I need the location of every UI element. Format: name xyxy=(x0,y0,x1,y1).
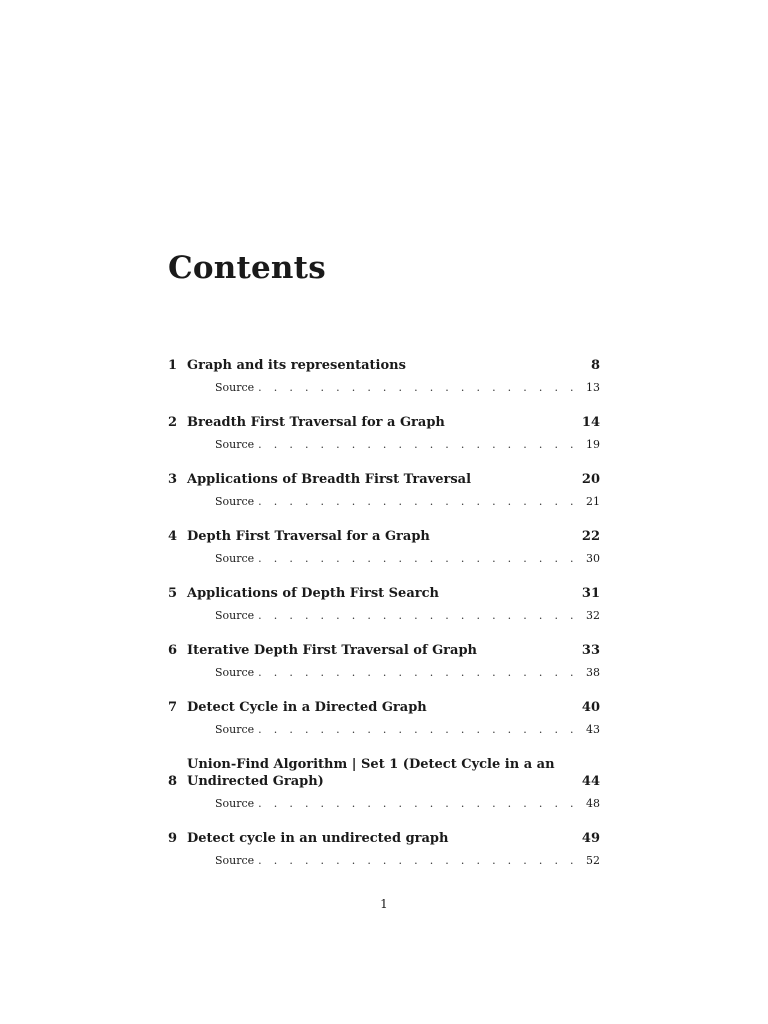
chapter-page-number: 22 xyxy=(581,529,600,544)
entry-label: Source xyxy=(215,381,255,394)
chapter-title: Graph and its representations xyxy=(187,358,406,373)
toc-entry[interactable] xyxy=(168,437,600,453)
chapter-number: 1 xyxy=(168,358,178,373)
chapter-heading[interactable] xyxy=(168,357,600,374)
chapter-page-number: 20 xyxy=(581,472,600,487)
chapter-title: Applications of Breadth First Traversal xyxy=(187,472,472,487)
dot-leader xyxy=(258,722,578,738)
chapter-number: 7 xyxy=(168,700,178,715)
entry-page-number: 52 xyxy=(586,854,600,867)
entry-label: Source xyxy=(215,552,255,565)
toc-chapter xyxy=(168,471,600,510)
entry-page-number: 21 xyxy=(586,495,600,508)
toc-chapter xyxy=(168,642,600,681)
dot-leader xyxy=(258,551,578,567)
chapter-page-number: 49 xyxy=(581,831,600,846)
toc-chapter xyxy=(168,585,600,624)
chapter-page-number: 44 xyxy=(581,774,600,789)
entry-page-number: 13 xyxy=(586,381,600,394)
dot-leader xyxy=(258,665,578,681)
chapter-page-number: 14 xyxy=(581,415,600,430)
chapter-number: 2 xyxy=(168,415,178,430)
chapter-heading[interactable] xyxy=(168,756,600,790)
entry-page-number: 19 xyxy=(586,438,600,451)
entry-page-number: 30 xyxy=(586,552,600,565)
entry-label: Source xyxy=(215,854,255,867)
chapter-heading[interactable] xyxy=(168,699,600,716)
chapter-page-number: 8 xyxy=(590,358,600,373)
chapter-number: 5 xyxy=(168,586,178,601)
chapter-title: Breadth First Traversal for a Graph xyxy=(187,415,445,430)
table-of-contents xyxy=(168,357,600,887)
chapter-number: 9 xyxy=(168,831,178,846)
chapter-title: Detect cycle in an undirected graph xyxy=(187,831,449,846)
toc-entry[interactable] xyxy=(168,796,600,812)
page-title: Contents xyxy=(168,250,326,286)
chapter-title: Applications of Depth First Search xyxy=(187,586,439,601)
toc-chapter xyxy=(168,699,600,738)
chapter-title: Detect Cycle in a Directed Graph xyxy=(187,700,427,715)
dot-leader xyxy=(258,796,578,812)
dot-leader xyxy=(258,494,578,510)
chapter-title: Iterative Depth First Traversal of Graph xyxy=(187,643,477,658)
toc-chapter xyxy=(168,830,600,869)
toc-entry[interactable] xyxy=(168,551,600,567)
entry-label: Source xyxy=(215,797,255,810)
toc-entry[interactable] xyxy=(168,665,600,681)
entry-page-number: 43 xyxy=(586,723,600,736)
toc-entry[interactable] xyxy=(168,722,600,738)
chapter-title: Union-Find Algorithm | Set 1 (Detect Cycle in a an Undirected Graph) xyxy=(187,757,555,789)
chapter-heading[interactable] xyxy=(168,414,600,431)
toc-entry[interactable] xyxy=(168,494,600,510)
chapter-page-number: 31 xyxy=(581,586,600,601)
chapter-number: 4 xyxy=(168,529,178,544)
entry-label: Source xyxy=(215,609,255,622)
entry-label: Source xyxy=(215,666,255,679)
dot-leader xyxy=(258,437,578,453)
toc-chapter xyxy=(168,528,600,567)
entry-label: Source xyxy=(215,438,255,451)
entry-label: Source xyxy=(215,723,255,736)
entry-label: Source xyxy=(215,495,255,508)
toc-entry[interactable] xyxy=(168,608,600,624)
toc-entry[interactable] xyxy=(168,380,600,396)
chapter-heading[interactable] xyxy=(168,642,600,659)
toc-chapter xyxy=(168,414,600,453)
chapter-heading[interactable] xyxy=(168,471,600,488)
chapter-heading[interactable] xyxy=(168,830,600,847)
chapter-heading[interactable] xyxy=(168,585,600,602)
entry-page-number: 38 xyxy=(586,666,600,679)
toc-chapter xyxy=(168,357,600,396)
page-number: 1 xyxy=(380,897,388,911)
dot-leader xyxy=(258,608,578,624)
chapter-number: 6 xyxy=(168,643,178,658)
chapter-title: Depth First Traversal for a Graph xyxy=(187,529,430,544)
chapter-page-number: 40 xyxy=(581,700,600,715)
entry-page-number: 48 xyxy=(586,797,600,810)
dot-leader xyxy=(258,853,578,869)
toc-entry[interactable] xyxy=(168,853,600,869)
toc-chapter xyxy=(168,756,600,812)
chapter-number: 8 xyxy=(168,774,178,789)
chapter-heading[interactable] xyxy=(168,528,600,545)
dot-leader xyxy=(258,380,578,396)
chapter-page-number: 33 xyxy=(581,643,600,658)
entry-page-number: 32 xyxy=(586,609,600,622)
chapter-number: 3 xyxy=(168,472,178,487)
